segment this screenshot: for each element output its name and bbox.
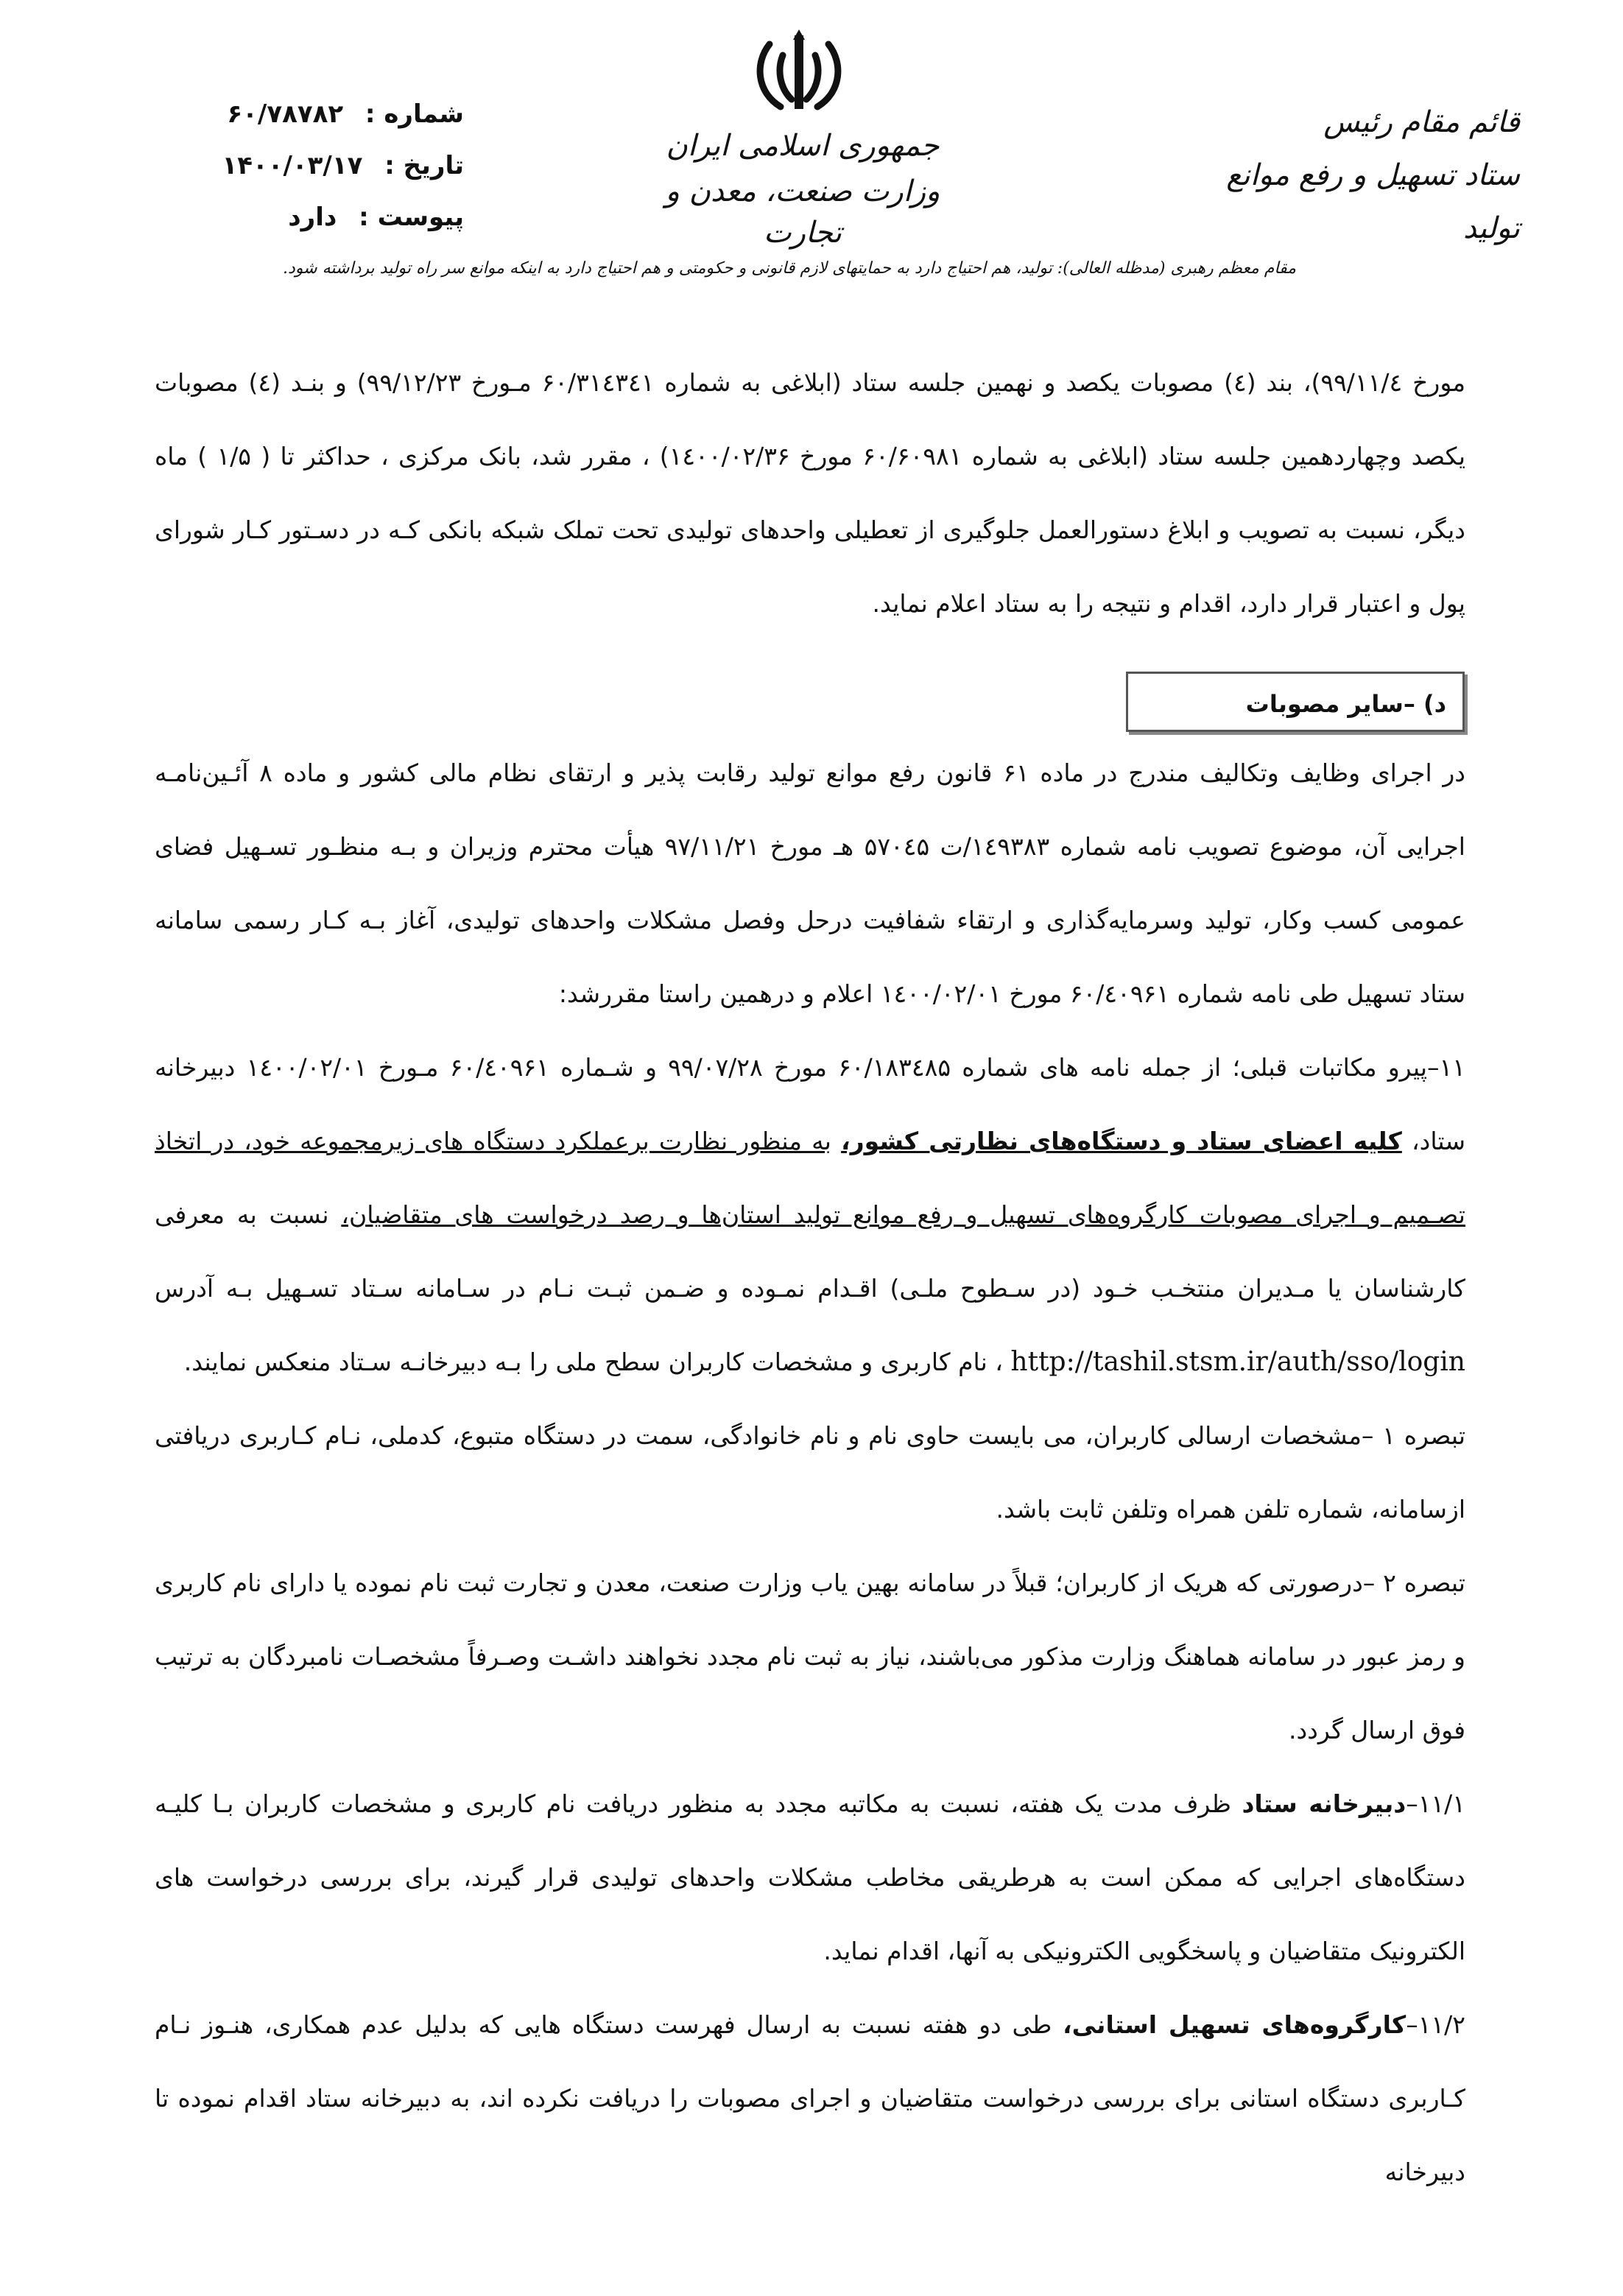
paragraph-item-11-1 xyxy=(155,1767,1465,1988)
government-heading xyxy=(633,125,972,253)
letter-body xyxy=(155,346,1465,2209)
tashil-login-link[interactable]: http://tashil.stsm.ir/auth/sso/login xyxy=(1010,1347,1465,1377)
item-11-action: نسبت به معرفی کارشناسان یا مـدیران منتخـب خـود (در سـطوح ملـی) اقـدام نمـوده و ضـمن ثبـت نـام در سـامانه سـتاد تسـهیل بـه آدرس xyxy=(155,1200,1465,1303)
sender-organization xyxy=(1211,96,1520,255)
item-11-1-number: ۱۱/۱– xyxy=(1406,1789,1465,1818)
ministry-name: وزارت صنعت، معدن و تجارت xyxy=(665,175,940,250)
letter-attachment-row xyxy=(184,191,464,243)
national-emblem-icon xyxy=(747,29,851,118)
item-11-1-subject: دبیرخانه ستاد xyxy=(1242,1789,1407,1818)
country-name: جمهوری اسلامی ایران xyxy=(666,129,940,163)
letter-date-value: ۱۴۰۰/۰۳/۱۷ xyxy=(222,151,363,180)
section-title: د) –سایر مصوبات xyxy=(1245,690,1446,718)
letter-number-value: ۶۰/۷۸۷۸۲ xyxy=(227,99,344,129)
paragraph-note-2: تبصره ۲ –درصورتی که هریک از کاربران؛ قبلاً در سامانه بهین یاب وزارت صنعت، معدن و تجارت ثبت نام نموده یا دارای نام کاربری و رمز عبور در سامانه هماهنگ وزارت مذکور می‌باشند، نیاز به ثبت نام مجدد نخواهند داشـت وصـرفاً مشخصـات نامبردگان به ترتیب فوق ارسال گردد. xyxy=(155,1568,1465,1744)
paragraph-item-11-2 xyxy=(155,1988,1465,2209)
item-11-members: کلیه اعضای ستاد و دستگاه‌های نظارتی کشور، xyxy=(841,1127,1402,1155)
leader-quote: مقام معظم رهبری (مدظله العالی): تولید، هم احتیاج دارد به حمایتهای لازم قانونی و حکومتی و هم احتیاج دارد به اینکه موانع سر راه تولید برداشته شود. xyxy=(283,259,1296,278)
letter-date-row xyxy=(184,140,464,191)
item-11-closing: ، نام کاربری و مشخصات کاربران سطح ملی را بـه دبیرخانـه سـتاد منعکس نمایند. xyxy=(183,1348,1003,1376)
letter-metadata xyxy=(184,88,464,243)
item-11-2-subject: کارگروه‌های تسهیل استانی، xyxy=(1063,2010,1407,2039)
sender-organization-name: ستاد تسهیل و رفع موانع تولید xyxy=(1226,158,1520,245)
paragraph-tashil-system: در اجرای وظایف وتکالیف مندرج در ماده ۶۱ قانون رفع موانع تولید رقابت پذیر و ارتقای نظام مالی کشور و ماده ۸ آئـین‌نامـه اجرایی آن، موضوع تصویب نامه شماره ۱٤۹۳۸۳/ت ۵۷۰٤۵ هـ مورخ ۹۷/۱۱/۲۱ هیأت محترم وزیران و بـه منظـور تسـهیل فضای عمومی کسب وکار، تولید وسرمایه‌گذاری و ارتقاء شفافیت درحل وفصل مشکلات واحدهای تولیدی، آغاز بـه کـار رسمی سامانه ستاد تسهیل طی نامه شماره ۶۰/٤۰۹۶۱ مورخ ۱٤۰۰/۰۲/۰۱ اعلام و درهمین راستا مقررشد: xyxy=(155,758,1465,1008)
letter-attachment-value: دارد xyxy=(288,203,337,232)
section-spacer xyxy=(155,641,1465,736)
item-11-1-text: ظرف مدت یک هفته، نسبت به مکاتبه مجدد به منظور دریافت نام کاربری و مشخصات کاربران بـا کلیـه دستگاه‌های اجرایی که ممکن است به هرطریقی مخاطب مشکلات واحدهای تولیدی قرار گیرند، برای بررسی درخواست های الکترونیک متقاضیان و پاسخگویی الکترونیکی به آنها، اقدام نماید. xyxy=(155,1789,1465,1965)
letter-attachment-label: پیوست : xyxy=(359,203,464,232)
letter-number-row xyxy=(184,88,464,140)
paragraph-central-bank: مورخ ۹۹/۱۱/٤)، بند (٤) مصوبات یکصد و نهمین جلسه ستاد (ابلاغی به شماره ۶۰/۳۱٤۳٤۱ مـورخ ۹۹/۱۲/۲۳) و بنـد (٤) مصوبات یکصد وچهاردهمین جلسه ستاد (ابلاغی به شماره ۶۰/۶۰۹۸۱ مورخ ۱٤۰۰/۰۲/۳۶) ، مقرر شد، بانک مرکزی ، حداکثر تا ( ۱/۵ ) ماه دیگر، نسبت به تصویب و ابلاغ دستورالعمل جلوگیری از تعطیلی واحدهای تولیدی تحت تملک شبکه بانکی کـه در دسـتور کـار شورای پول و اعتبار قرار دارد، اقدام و نتیجه را به ستاد اعلام نماید. xyxy=(155,368,1466,618)
item-11-purpose: به منظور نظارت برعملکرد دستگاه های زیرمجموعه خود، در اتخاذ تصـمیم و اجرای مصوبات کارگروه‌های تسهیل و رفع موانع تولید استان‌ها و رصد درخواست های متقاضیان، xyxy=(155,1127,1465,1229)
paragraph-item-11 xyxy=(155,1031,1465,1399)
sender-title: قائم مقام رئیس xyxy=(1323,105,1520,139)
paragraph-note-1: تبصره ۱ –مشخصات ارسالی کاربران، می بایست حاوی نام و نام خانوادگی، سمت در دستگاه متبوع، کدملی، نـام کـاربری دریافتی ازسامانه، شماره تلفن همراه وتلفن ثابت باشد. xyxy=(155,1421,1466,1524)
item-11-intro: ۱۱–پیرو مکاتبات قبلی؛ از جمله نامه های شماره ۶۰/۱۸۳٤۸۵ مورخ ۹۹/۰۷/۲۸ و شـماره ۶۰/٤۰۹۶۱ مـورخ ۱٤۰۰/۰۲/۰۱ دبیرخانه ستاد، xyxy=(155,1053,1465,1155)
letter-date-label: تاریخ : xyxy=(384,151,464,180)
letter-number-label: شماره : xyxy=(365,99,464,129)
item-11-2-number: ۱۱/۲– xyxy=(1406,2010,1465,2039)
item-11-2-text: طی دو هفته نسبت به ارسال فهرست دستگاه هایی که بدلیل عدم همکاری، هنـوز نـام کـاربری دستگاه استانی برای بررسی درخواست متقاضیان و اجرای مصوبات را دریافت نکرده اند، به دبیرخانه ستاد اقدام نموده تا دبیرخانه xyxy=(155,2010,1465,2186)
